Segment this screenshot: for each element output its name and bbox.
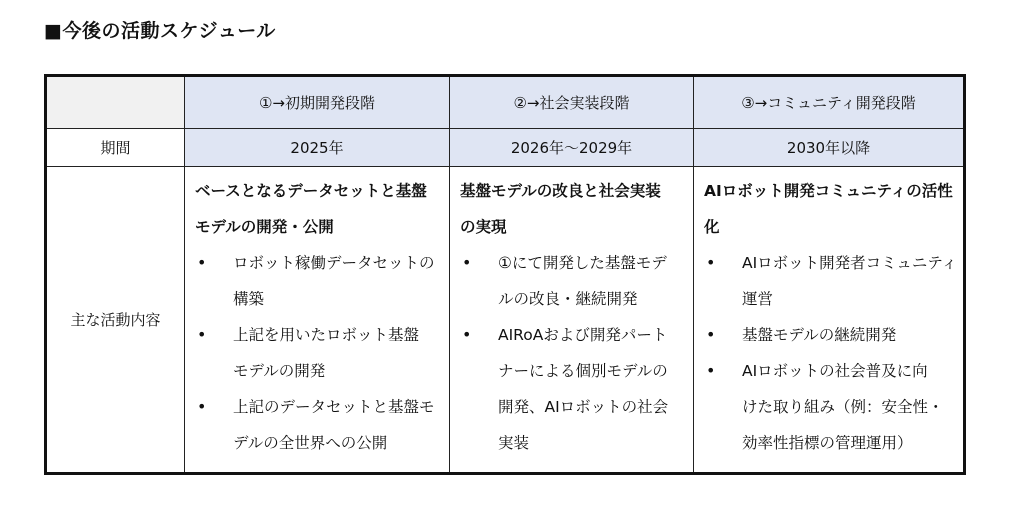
phase-1-period: 2025年 [185, 129, 450, 167]
phase-3-heading: AIロボット開発コミュニティの活性 化 [704, 182, 953, 236]
list-item: • ①にて開発した基盤モデ ルの改良・継続開発 [460, 245, 687, 317]
phase-2-period: 2026年～2029年 [450, 129, 694, 167]
corner-cell [46, 76, 185, 129]
list-item: • AIロボット開発者コミュニティ 運営 [704, 245, 957, 317]
phase-1-activity-list [195, 245, 443, 461]
list-item: • 上記のデータセットと基盤モ デルの全世界への公開 [195, 389, 443, 461]
list-item: • AIロボットの社会普及に向 けた取り組み（例：安全性・ 効率性指標の管理運用） [704, 353, 957, 461]
list-item: • ロボット稼働データセットの 構築 [195, 245, 443, 317]
phase-2-activities [450, 167, 694, 474]
list-item: • 基盤モデルの継続開発 [704, 317, 957, 353]
activities-row [46, 167, 965, 474]
list-item: • 上記を用いたロボット基盤 モデルの開発 [195, 317, 443, 389]
phase-2-header: ②→社会実装段階 [450, 76, 694, 129]
activities-label: 主な活動内容 [46, 167, 185, 474]
phase-3-activity-list [704, 245, 957, 461]
phase-1-header: ①→初期開発段階 [185, 76, 450, 129]
phase-2-activity-list [460, 245, 687, 461]
phase-1-activities [185, 167, 450, 474]
period-row [46, 129, 965, 167]
phase-3-header: ③→コミュニティ開発段階 [694, 76, 965, 129]
schedule-table [44, 74, 966, 475]
period-label: 期間 [46, 129, 185, 167]
phase-3-period: 2030年以降 [694, 129, 965, 167]
list-item: • AIRoAおよび開発パート ナーによる個別モデルの 開発、AIロボットの社会 実装 [460, 317, 687, 461]
phase-header-row [46, 76, 965, 129]
phase-1-heading: ベースとなるデータセットと基盤 モデルの開発・公開 [195, 182, 427, 236]
page-title: ■今後の活動スケジュール [44, 20, 276, 42]
phase-3-activities [694, 167, 965, 474]
phase-2-heading: 基盤モデルの改良と社会実装 の実現 [460, 182, 661, 236]
